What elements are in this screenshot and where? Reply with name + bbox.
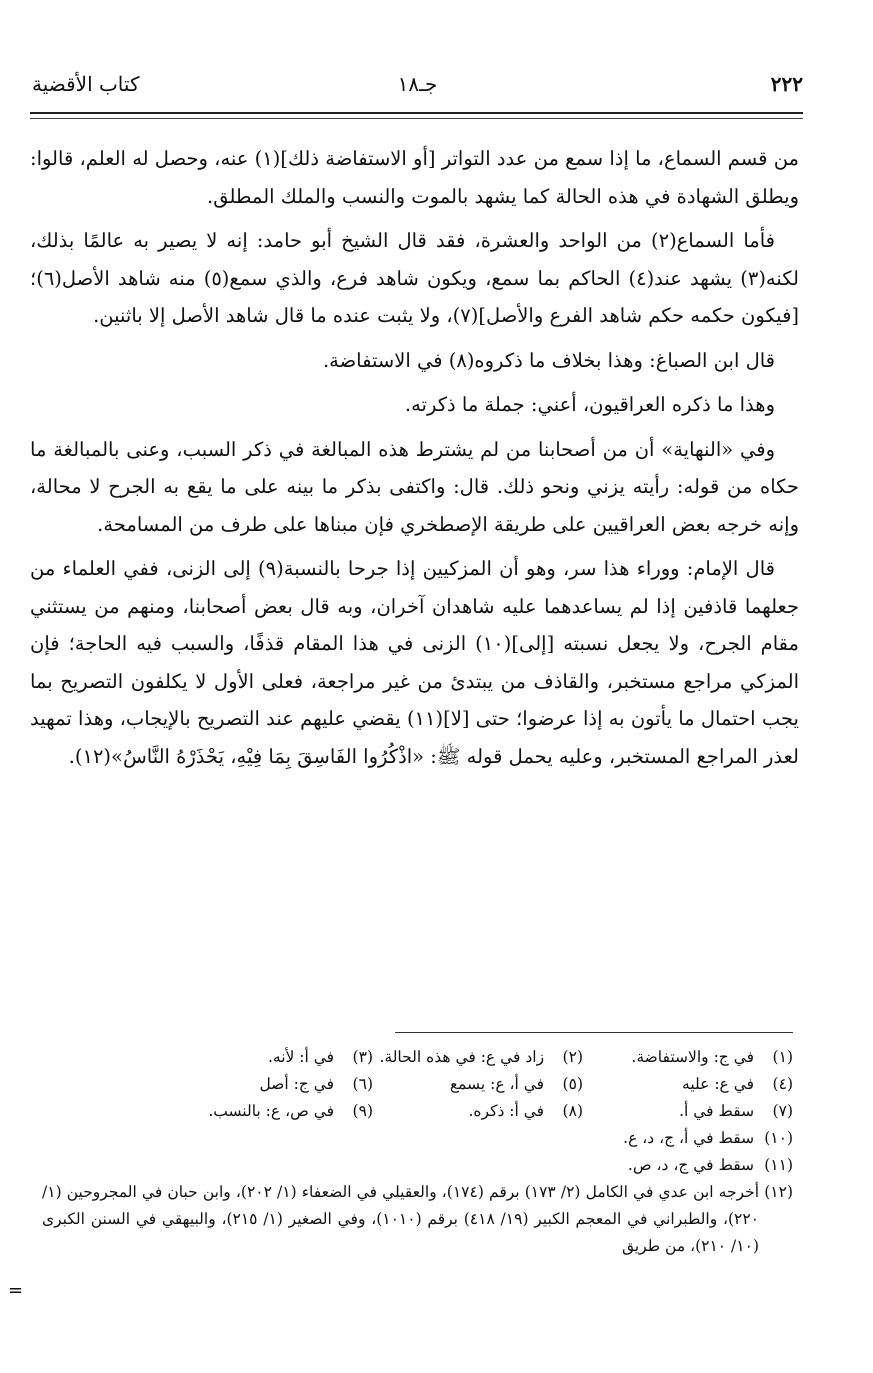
footnote-number: (١٢) (764, 1183, 793, 1201)
footnote-text: في ج: أصل (259, 1075, 335, 1093)
footnote-text: في ع: عليه (682, 1075, 755, 1093)
footnote-text: زاد في ع: في هذه الحالة. (379, 1048, 545, 1066)
footnote-number: (١) (772, 1048, 793, 1066)
footnote (623, 1125, 793, 1152)
footnote (42, 1179, 793, 1260)
footnote-row (42, 1125, 793, 1152)
footnote-number: (٩) (352, 1102, 373, 1120)
footnote-text: سقط في ج، د، ص. (627, 1156, 755, 1174)
footnote-separator (395, 1032, 793, 1033)
header-rule-thick (30, 112, 803, 114)
running-header (32, 68, 803, 104)
footnote (373, 1071, 583, 1098)
book-title: كتاب الأقضية (32, 72, 140, 96)
footnotes (42, 1044, 793, 1260)
footnote-number: (١١) (764, 1156, 793, 1174)
paragraph: من قسم السماع، ما إذا سمع من عدد التواتر [أو الاستفاضة ذلك](١) عنه، وحصل له العلم، قالوا: ويطلق الشهادة في هذه الحالة كما يشهد بالموت والنسب والملك المطلق. (30, 147, 800, 208)
footnote-row (42, 1098, 793, 1125)
footnote (583, 1071, 793, 1098)
footnote-text: سقط في أ، ج، د، ع. (623, 1129, 755, 1147)
footnote-row (42, 1071, 793, 1098)
footnote-number: (٦) (352, 1075, 373, 1093)
volume-label: جـ١٨ (397, 72, 438, 96)
footnote-number: (٧) (772, 1102, 793, 1120)
footnote (208, 1098, 373, 1125)
footnote-row (42, 1152, 793, 1179)
footnote-number: (٢) (562, 1048, 583, 1066)
footnote-number: (٨) (562, 1102, 583, 1120)
footnote-text: في ج: والاستفاضة. (631, 1048, 755, 1066)
footnote (213, 1071, 373, 1098)
footnote (213, 1044, 373, 1071)
footnote-text: في أ، ع: يسمع (449, 1075, 545, 1093)
header-rule-thin (30, 118, 803, 119)
footnote-number: (٣) (352, 1048, 373, 1066)
footnote-text: سقط في أ. (679, 1102, 755, 1120)
footnote (628, 1152, 793, 1179)
paragraph: وفي «النهاية» أن من أصحابنا من لم يشترط هذه المبالغة في ذكر السبب، وعنى بالمبالغة ما حكاه من قوله: رأيته يزني ونحو ذلك. قال: واكتفى بذكر ما بينه على ما يقع به الجرح لا محالة، وإنه خرجه بعض العراقيين على طريقة الإصطخري فإن مبناها على طرف من المسامحة. (30, 437, 799, 536)
footnote-text: أخرجه ابن عدي في الكامل (٢/ ١٧٣) برقم (١٧٤)، والعقيلي في الضعفاء (١/ ٢٠٢)، وابن حبان في المجروحين (١/ ٢٢٠)، والطبراني في المعجم الكبير (١٩/ ٤١٨) برقم (١٠١٠)، وفي الصغير (١/ ٢١٥)، والبيهقي في السنن الكبرى (١٠/ ٢١٠)، من طريق (42, 1183, 759, 1255)
main-text (30, 140, 799, 782)
footnote-row (42, 1044, 793, 1071)
footnote (583, 1098, 793, 1125)
footnote-number: (٤) (772, 1075, 793, 1093)
footnote-text: في ص، ع: بالنسب. (208, 1102, 335, 1120)
paragraph: وهذا ما ذكره العراقيون، أعني: جملة ما ذكرته. (404, 393, 775, 416)
paragraph: قال ابن الصباغ: وهذا بخلاف ما ذكروه(٨) في الاستفاضة. (322, 348, 775, 372)
footnote (373, 1098, 583, 1125)
continuation-mark: = (8, 1280, 24, 1301)
paragraph: فأما السماع(٢) من الواحد والعشرة، فقد قال الشيخ أبو حامد: إنه لا يصير به عالمًا بذلك، لكنه(٣) يشهد عند(٤) الحاكم بما سمع، ويكون شاهد فرع، والذي سمع(٥) منه شاهد الأصل(٦)؛ [فيكون حكمه حكم شاهد الفرع والأصل](٧)، ولا يثبت عنده ما قال شاهد الأصل إلا باثنين. (30, 229, 799, 327)
footnote (373, 1044, 583, 1071)
footnote-text: في أ: ذكره. (468, 1102, 545, 1120)
footnote-number: (٥) (562, 1075, 583, 1093)
footnote (583, 1044, 793, 1071)
footnote-text: في أ: لأنه. (267, 1048, 335, 1066)
paragraph: قال الإمام: ووراء هذا سر، وهو أن المزكيين إذا جرحا بالنسبة(٩) إلى الزنى، ففي العلماء من جعلهما قاذفين إذا لم يساعدهما عليه شاهدان آخران، وبه قال بعض أصحابنا، ومنهم من يستثني مقام الجرح، ولا يجعل نسبته [إلى](١٠) الزنى في هذا المقام قذفًا، والسبب فيه الحاجة؛ فإن المزكي مراجع مستخبر، والقاذف من يبتدئ من غير مراجعة، فعلى الأول لا يكلفون التصريح بما يجب احتمال ما يأتون به إذا عرضوا؛ حتى [لا](١١) يقضي عليهم عند التصريح بالإيجاب، وهذا تمهيد لعذر المراجع المستخبر، وعليه يحمل قوله ﷺ: «اذْكُرُوا الفَاسِقَ بِمَا فِيْهِ، يَحْذَرْهُ النَّاسُ»(١٢). (30, 557, 799, 768)
page-number: ٢٢٢ (770, 72, 803, 96)
footnote-number: (١٠) (764, 1129, 793, 1147)
